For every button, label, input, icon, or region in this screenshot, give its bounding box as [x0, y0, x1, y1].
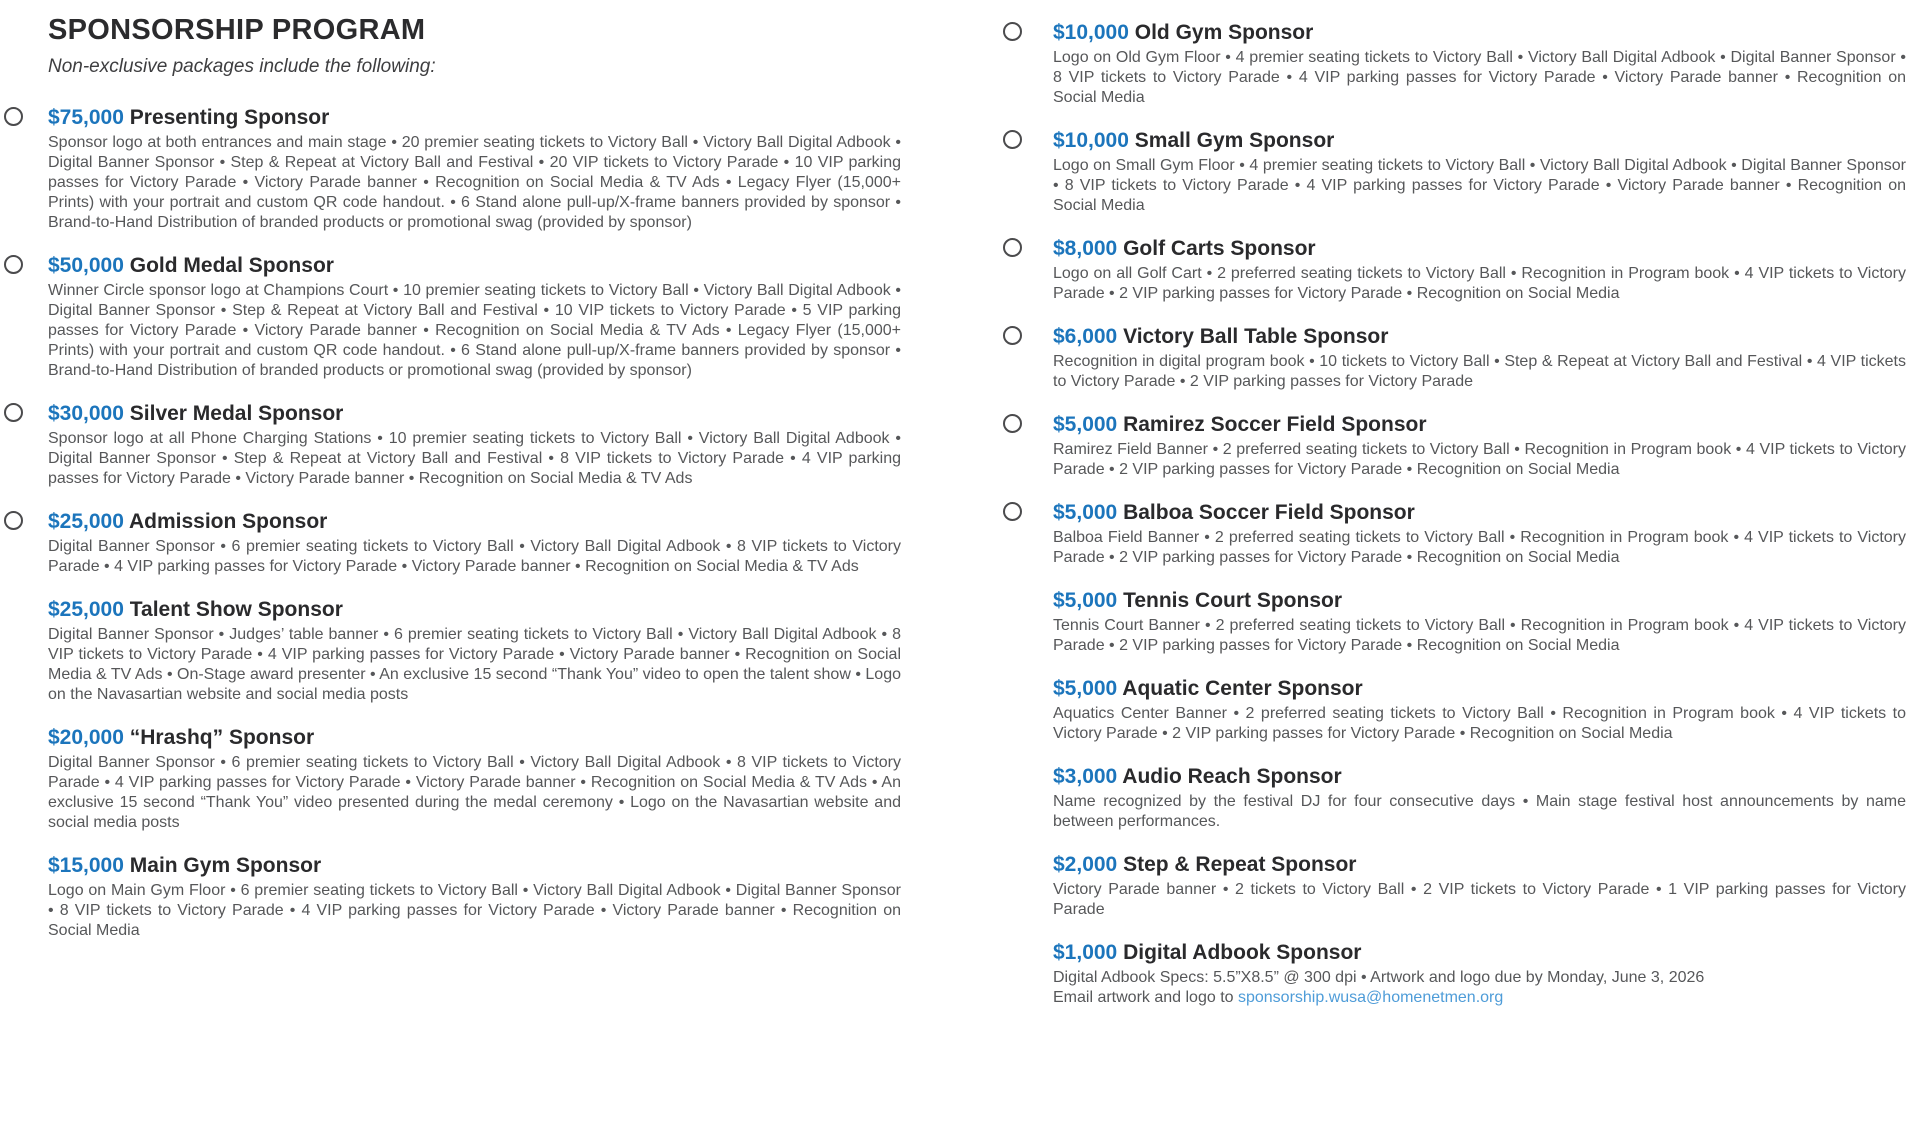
- radio-circle[interactable]: [4, 255, 23, 274]
- sponsor-heading: [48, 853, 901, 878]
- radio-circle[interactable]: [1003, 22, 1022, 41]
- radio-circle[interactable]: [4, 107, 23, 126]
- sponsor-description: Victory Parade banner • 2 tickets to Victory Ball • 2 VIP tickets to Victory Parade • 1 VIP parking passes for Victory Parade: [1053, 881, 1906, 918]
- sponsor-description: Logo on Old Gym Floor • 4 premier seating tickets to Victory Ball • Victory Ball Digital Adbook • Digital Banner Sponsor • 8 VIP tickets to Victory Parade • 4 VIP parking passes for Victory Parade • Victory Parade banner • Recognition on Social Media: [1053, 49, 1906, 106]
- sponsor-price: $3,000: [1053, 765, 1118, 788]
- sponsor-name: Balboa Soccer Field Sponsor: [1123, 501, 1415, 524]
- sponsor-name: Victory Ball Table Sponsor: [1123, 325, 1389, 348]
- sponsor-name: Tennis Court Sponsor: [1123, 589, 1343, 612]
- sponsor-item: [48, 853, 901, 941]
- sponsor-price: $6,000: [1053, 325, 1118, 348]
- sponsor-item: [1053, 128, 1906, 216]
- sponsor-heading: [1053, 764, 1906, 789]
- page-subtitle: Non-exclusive packages include the following:: [48, 56, 436, 77]
- left-column: [48, 14, 901, 961]
- sponsor-price: $5,000: [1053, 589, 1118, 612]
- sponsor-item: [48, 253, 901, 381]
- sponsor-price: $75,000: [48, 106, 124, 129]
- sponsor-description: Ramirez Field Banner • 2 preferred seating tickets to Victory Ball • Recognition in Program book • 4 VIP tickets to Victory Parade • 2 VIP parking passes for Victory Parade • Recognition on Social Media: [1053, 441, 1906, 478]
- sponsor-name: Small Gym Sponsor: [1134, 129, 1335, 152]
- sponsor-item: [1053, 412, 1906, 480]
- sponsor-price: $5,000: [1053, 413, 1118, 436]
- radio-circle[interactable]: [4, 403, 23, 422]
- sponsor-description: Name recognized by the festival DJ for four consecutive days • Main stage festival host announcements by name between performances.: [1053, 793, 1906, 830]
- sponsor-name: Digital Adbook Sponsor: [1123, 941, 1362, 964]
- sponsor-description: Digital Banner Sponsor • 6 premier seating tickets to Victory Ball • Victory Ball Digital Adbook • 8 VIP tickets to Victory Parade • 4 VIP parking passes for Victory Parade • Victory Parade banner • Recognition on Social Media & TV Ads • An exclusive 15 second “Thank You” video presented during the medal ceremony • Logo on the Navasartian website and social media posts: [48, 754, 901, 831]
- sponsor-item: [1053, 940, 1906, 1008]
- sponsor-description: Balboa Field Banner • 2 preferred seating tickets to Victory Ball • Recognition in Program book • 4 VIP tickets to Victory Parade • 2 VIP parking passes for Victory Parade • Recognition on Social Media: [1053, 529, 1906, 566]
- sponsor-name: Presenting Sponsor: [129, 106, 330, 129]
- sponsor-name: Talent Show Sponsor: [129, 598, 343, 621]
- sponsor-name: Aquatic Center Sponsor: [1122, 677, 1363, 700]
- sponsor-description: Winner Circle sponsor logo at Champions Court • 10 premier seating tickets to Victory Ball • Victory Ball Digital Adbook • Digital Banner Sponsor • Step & Repeat at Victory Ball and Festival • 10 VIP tickets to Victory Parade • 5 VIP parking passes for Victory Parade • Victory Parade banner • Recognition on Social Media & TV Ads • Legacy Flyer (15,000+ Prints) with your portrait and custom QR code handout. • 6 Stand alone pull-up/X-frame banners provided by sponsor • Brand-to-Hand Distribution of branded products or promotional swag (provided by sponsor): [48, 282, 901, 379]
- sponsor-heading: [1053, 412, 1906, 437]
- sponsor-description: Tennis Court Banner • 2 preferred seating tickets to Victory Ball • Recognition in Program book • 4 VIP tickets to Victory Parade • 2 VIP parking passes for Victory Parade • Recognition on Social Media: [1053, 617, 1906, 654]
- sponsor-item: [48, 725, 901, 833]
- sponsor-price: $5,000: [1053, 677, 1118, 700]
- sponsor-description: Logo on Small Gym Floor • 4 premier seating tickets to Victory Ball • Victory Ball Digital Adbook • Digital Banner Sponsor • 8 VIP tickets to Victory Parade • 4 VIP parking passes for Victory Parade • Victory Parade banner • Recognition on Social Media: [1053, 157, 1906, 214]
- email-link[interactable]: sponsorship.wusa@homenetmen.org: [1237, 989, 1504, 1006]
- sponsor-description: Sponsor logo at both entrances and main stage • 20 premier seating tickets to Victory Ball • Victory Ball Digital Adbook • Digital Banner Sponsor • Step & Repeat at Victory Ball and Festival • 20 VIP tickets to Victory Parade • 10 VIP parking passes for Victory Parade • Victory Parade banner • Recognition on Social Media & TV Ads • Legacy Flyer (15,000+ Prints) with your portrait and custom QR code handout. • 6 Stand alone pull-up/X-frame banners provided by sponsor • Brand-to-Hand Distribution of branded products or promotional swag (provided by sponsor): [48, 134, 901, 231]
- sponsor-price: $15,000: [48, 854, 124, 877]
- sponsor-heading: [1053, 500, 1906, 525]
- sponsor-item: [1053, 852, 1906, 920]
- sponsor-heading: [1053, 588, 1906, 613]
- sponsor-item: [1053, 676, 1906, 744]
- radio-circle[interactable]: [1003, 326, 1022, 345]
- sponsor-price: $25,000: [48, 510, 124, 533]
- page-title: SPONSORSHIP PROGRAM: [48, 14, 426, 46]
- sponsor-name: Silver Medal Sponsor: [129, 402, 344, 425]
- radio-circle[interactable]: [1003, 130, 1022, 149]
- sponsor-price: $50,000: [48, 254, 124, 277]
- sponsor-name: Audio Reach Sponsor: [1122, 765, 1342, 788]
- sponsor-price: $2,000: [1053, 853, 1118, 876]
- sponsor-heading: [48, 253, 901, 278]
- radio-circle[interactable]: [4, 511, 23, 530]
- sponsor-price: $8,000: [1053, 237, 1118, 260]
- sponsor-heading: [48, 509, 901, 534]
- sponsor-name: “Hrashq” Sponsor: [129, 726, 315, 749]
- email-prefix: Email artwork and logo to: [1053, 989, 1238, 1006]
- sponsor-heading: [1053, 128, 1906, 153]
- sponsor-item: [48, 597, 901, 705]
- sponsor-description: Logo on all Golf Cart • 2 preferred seating tickets to Victory Ball • Recognition in Program book • 4 VIP tickets to Victory Parade • 2 VIP parking passes for Victory Parade • Recognition on Social Media: [1053, 265, 1906, 302]
- sponsor-description: Recognition in digital program book • 10 tickets to Victory Ball • Step & Repeat at Victory Ball and Festival • 4 VIP tickets to Victory Parade • 2 VIP parking passes for Victory Parade: [1053, 353, 1906, 390]
- sponsor-name: Admission Sponsor: [128, 510, 328, 533]
- sponsor-heading: [1053, 20, 1906, 45]
- sponsor-price: $10,000: [1053, 129, 1129, 152]
- sponsor-price: $20,000: [48, 726, 124, 749]
- sponsor-price: $30,000: [48, 402, 124, 425]
- sponsor-description: Aquatics Center Banner • 2 preferred seating tickets to Victory Ball • Recognition in Program book • 4 VIP tickets to Victory Parade • 2 VIP parking passes for Victory Parade • Recognition on Social Media: [1053, 705, 1906, 742]
- sponsor-heading: [48, 401, 901, 426]
- sponsor-item: [48, 509, 901, 577]
- sponsor-heading: [1053, 324, 1906, 349]
- sponsor-heading: [1053, 940, 1906, 965]
- sponsor-heading: [48, 725, 901, 750]
- sponsor-description: Digital Adbook Specs: 5.5”X8.5” @ 300 dpi • Artwork and logo due by Monday, June 3, 2026: [1053, 969, 1705, 986]
- sponsor-name: Old Gym Sponsor: [1134, 21, 1314, 44]
- sponsor-item: [1053, 500, 1906, 568]
- sponsor-item: [1053, 324, 1906, 392]
- sponsor-heading: [48, 597, 901, 622]
- sponsor-name: Step & Repeat Sponsor: [1123, 853, 1357, 876]
- radio-circle[interactable]: [1003, 414, 1022, 433]
- sponsor-item: [1053, 20, 1906, 108]
- right-column-items: [1053, 20, 1906, 1008]
- sponsor-price: $5,000: [1053, 501, 1118, 524]
- sponsor-name: Golf Carts Sponsor: [1123, 237, 1316, 260]
- sponsor-description: Sponsor logo at all Phone Charging Stations • 10 premier seating tickets to Victory Ball • Victory Ball Digital Adbook • Digital Banner Sponsor • Step & Repeat at Victory Ball and Festival • 8 VIP tickets to Victory Parade • 4 VIP parking passes for Victory Parade • Victory Parade banner • Recognition on Social Media & TV Ads: [48, 430, 901, 487]
- sponsor-heading: [48, 105, 901, 130]
- radio-circle[interactable]: [1003, 238, 1022, 257]
- sponsor-heading: [1053, 236, 1906, 261]
- sponsor-item: [48, 401, 901, 489]
- sponsor-price: $25,000: [48, 598, 124, 621]
- radio-circle[interactable]: [1003, 502, 1022, 521]
- sponsor-item: [1053, 764, 1906, 832]
- right-column: [1053, 20, 1906, 1028]
- sponsor-item: [48, 105, 901, 233]
- sponsor-description: Logo on Main Gym Floor • 6 premier seating tickets to Victory Ball • Victory Ball Digital Adbook • Digital Banner Sponsor • 8 VIP tickets to Victory Parade • 4 VIP parking passes for Victory Parade • Victory Parade banner • Recognition on Social Media: [48, 882, 901, 939]
- left-column-items: [48, 105, 901, 941]
- email-line: [1053, 988, 1906, 1008]
- sponsor-description: Digital Banner Sponsor • Judges’ table banner • 6 premier seating tickets to Victory Ball • Victory Ball Digital Adbook • 8 VIP tickets to Victory Parade • 4 VIP parking passes for Victory Parade • Victory Parade banner • Recognition on Social Media & TV Ads • On-Stage award presenter • An exclusive 15 second “Thank You” video to open the talent show • Logo on the Navasartian website and social media posts: [48, 626, 901, 703]
- sponsor-heading: [1053, 676, 1906, 701]
- sponsor-item: [1053, 588, 1906, 656]
- sponsor-price: $10,000: [1053, 21, 1129, 44]
- sponsor-name: Main Gym Sponsor: [129, 854, 322, 877]
- sponsor-name: Gold Medal Sponsor: [129, 254, 334, 277]
- sponsor-item: [1053, 236, 1906, 304]
- sponsor-price: $1,000: [1053, 941, 1118, 964]
- sponsor-description: Digital Banner Sponsor • 6 premier seating tickets to Victory Ball • Victory Ball Digital Adbook • 8 VIP tickets to Victory Parade • 4 VIP parking passes for Victory Parade • Victory Parade banner • Recognition on Social Media & TV Ads: [48, 538, 901, 575]
- sponsor-heading: [1053, 852, 1906, 877]
- sponsor-name: Ramirez Soccer Field Sponsor: [1123, 413, 1427, 436]
